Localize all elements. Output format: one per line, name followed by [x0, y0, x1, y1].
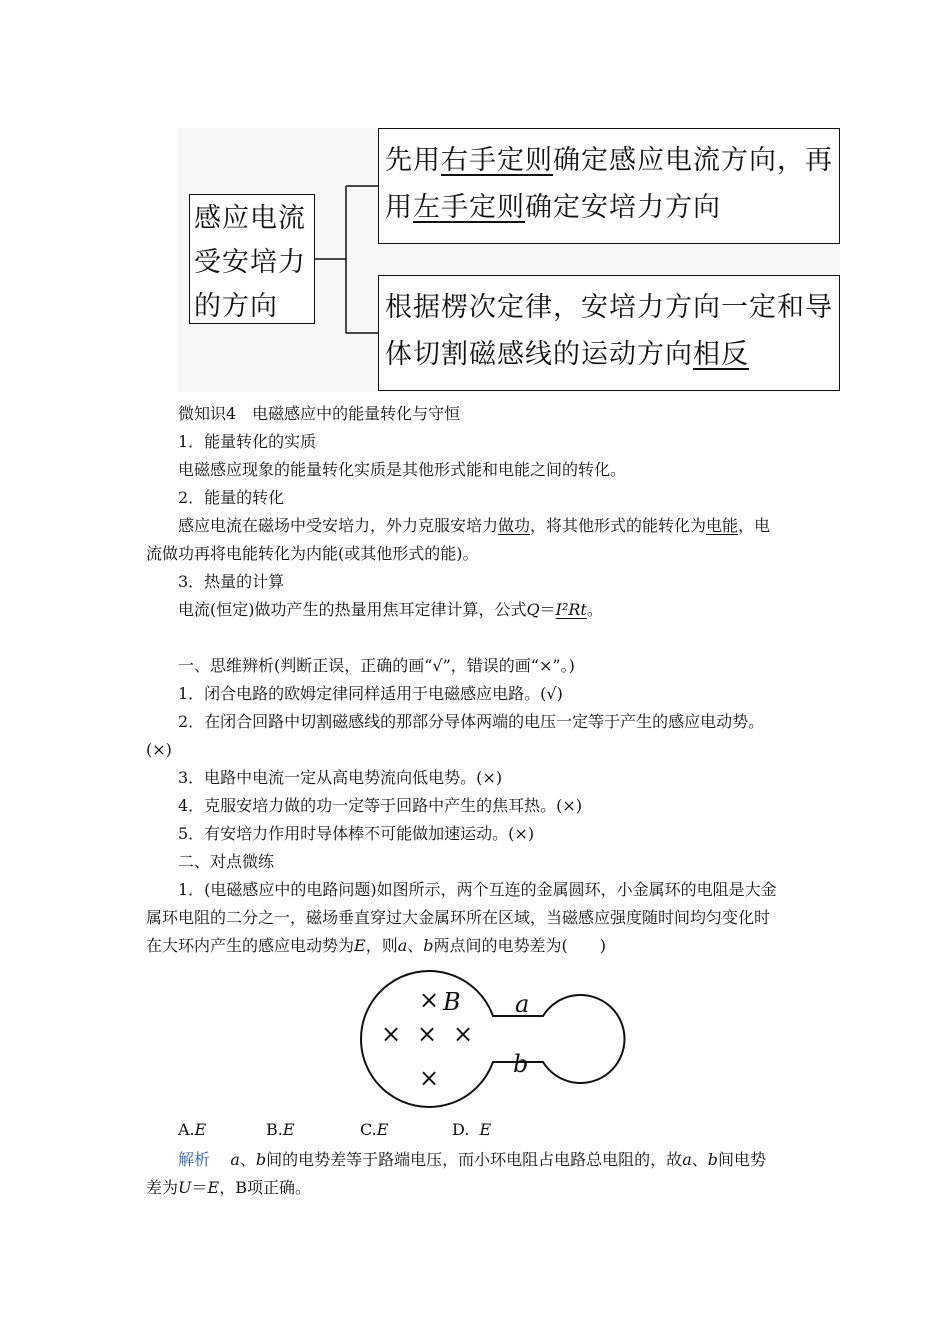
- symbol: E: [207, 1178, 220, 1197]
- root-line-3: 的方向: [194, 291, 278, 322]
- paragraph-continuation: 流做功再将电能转化为内能(或其他形式的能)。: [146, 544, 479, 563]
- option-letter: B.: [266, 1120, 283, 1139]
- judge-item: 3．电路中电流一定从高电势流向低电势。(×): [178, 768, 503, 787]
- blank-answer: 电能: [706, 516, 739, 535]
- text: 、: [407, 936, 424, 955]
- symbol: Q: [526, 600, 540, 619]
- cross-mark: ×: [381, 1020, 402, 1048]
- diagram-root-box: [189, 194, 315, 324]
- text: 两点间的电势差为( ): [433, 936, 607, 955]
- option-letter: D.: [452, 1120, 470, 1139]
- option-d: [452, 1120, 491, 1140]
- symbol: E: [354, 936, 366, 955]
- underlined-term: 右手定则: [441, 145, 553, 176]
- point-label-b: b: [513, 1050, 529, 1078]
- text: 在大环内产生的感应电动势为: [146, 936, 355, 955]
- text: 用: [385, 192, 413, 223]
- field-label-b: B: [443, 988, 461, 1016]
- blank-answer: 做功: [498, 516, 531, 535]
- exercise-heading: 二、对点微练: [178, 852, 275, 871]
- text: 、: [691, 1150, 708, 1169]
- symbol: a: [682, 1150, 692, 1169]
- option-c: [360, 1120, 388, 1140]
- text: 间电势: [718, 1150, 767, 1169]
- cross-mark: ×: [419, 1064, 440, 1092]
- text: ＝: [539, 600, 556, 619]
- analysis-line: [178, 1150, 766, 1170]
- question-line: 属环电阻的二分之一，磁场垂直穿过大金属环所在区域，当磁感应强度随时间均匀变化时: [146, 908, 771, 927]
- paragraph: 电磁感应现象的能量转化实质是其他形式能和电能之间的转化。: [178, 460, 627, 479]
- analysis-line: [146, 1178, 311, 1198]
- judge-item: 1．闭合电路的欧姆定律同样适用于电磁感应电路。(√): [178, 684, 563, 703]
- option-value: E: [479, 1120, 492, 1139]
- section-title: 微知识4 电磁感应中的能量转化与守恒: [178, 404, 461, 423]
- subheading: 2．能量的转化: [178, 488, 285, 507]
- text: 感应电流在磁场中受安培力，外力克服安培力: [178, 516, 499, 535]
- underlined-term: 左手定则: [413, 192, 525, 223]
- text: 、: [239, 1150, 256, 1169]
- paragraph: [178, 600, 603, 620]
- judge-item: 2．在闭合回路中切割磁感线的那部分导体两端的电压一定等于产生的感应电动势。: [178, 712, 765, 731]
- subheading: 3．热量的计算: [178, 572, 285, 591]
- option-b: [266, 1120, 295, 1140]
- text: 先用: [385, 145, 441, 176]
- option-value: E: [282, 1120, 295, 1139]
- option-letter: A.: [178, 1120, 195, 1139]
- formula: I²Rt: [555, 600, 587, 619]
- concept-diagram: [178, 128, 840, 392]
- question-line: 1．(电磁感应中的电路问题)如图所示，两个互连的金属圆环，小金属环的电阻是大金: [178, 880, 777, 899]
- point-label-a: a: [515, 990, 530, 1018]
- judge-item: 4．克服安培力做的功一定等于回路中产生的焦耳热。(×): [178, 796, 583, 815]
- exercise-heading: 一、思维辨析(判断正误，正确的画“√”，错误的画“×”。): [178, 656, 575, 675]
- symbol: b: [423, 936, 434, 955]
- cross-mark: ×: [419, 986, 440, 1014]
- text: ，B项正确。: [219, 1178, 311, 1197]
- option-a: [178, 1120, 206, 1140]
- analysis-label: 解析: [178, 1150, 211, 1169]
- question-line: [146, 936, 606, 956]
- text: ，电: [738, 516, 771, 535]
- symbol: U: [178, 1178, 192, 1197]
- text: 间的电势差等于路端电压，而小环电阻占电路总电阻的，故: [266, 1150, 683, 1169]
- cross-mark: ×: [453, 1020, 474, 1048]
- text: ，将其他形式的能转化为: [530, 516, 707, 535]
- text: 确定感应电流方向，再: [553, 145, 833, 176]
- option-value: E: [376, 1120, 389, 1139]
- judge-item: 5．有安培力作用时导体棒不可能做加速运动。(×): [178, 824, 535, 843]
- symbol: b: [707, 1150, 718, 1169]
- ring-circuit-figure: [355, 970, 635, 1110]
- option-letter: C.: [360, 1120, 377, 1139]
- text: ＝: [191, 1178, 208, 1197]
- root-line-2: 受安培力: [194, 247, 306, 278]
- text: 体切割磁感线的运动方向: [385, 339, 693, 370]
- cross-mark: ×: [417, 1020, 438, 1048]
- text: 根据楞次定律，安培力方向一定和导: [385, 292, 833, 323]
- text: 。: [586, 600, 603, 619]
- judge-item-continuation: (×): [146, 740, 172, 759]
- symbol: b: [255, 1150, 267, 1169]
- text: 差为: [146, 1178, 179, 1197]
- text: ，则: [365, 936, 398, 955]
- option-value: E: [194, 1120, 207, 1139]
- underlined-term: 相反: [693, 339, 749, 370]
- paragraph: [178, 516, 770, 536]
- text: 确定安培力方向: [525, 192, 721, 223]
- root-line-1: 感应电流: [194, 203, 306, 234]
- subheading: 1．能量转化的实质: [178, 432, 317, 451]
- text: 电流(恒定)做功产生的热量用焦耳定律计算，公式: [178, 600, 527, 619]
- diagram-branch-lenz-law: [378, 275, 840, 391]
- symbol: a: [230, 1150, 240, 1169]
- diagram-branch-right-hand-rule: [378, 128, 840, 244]
- symbol: a: [397, 936, 408, 955]
